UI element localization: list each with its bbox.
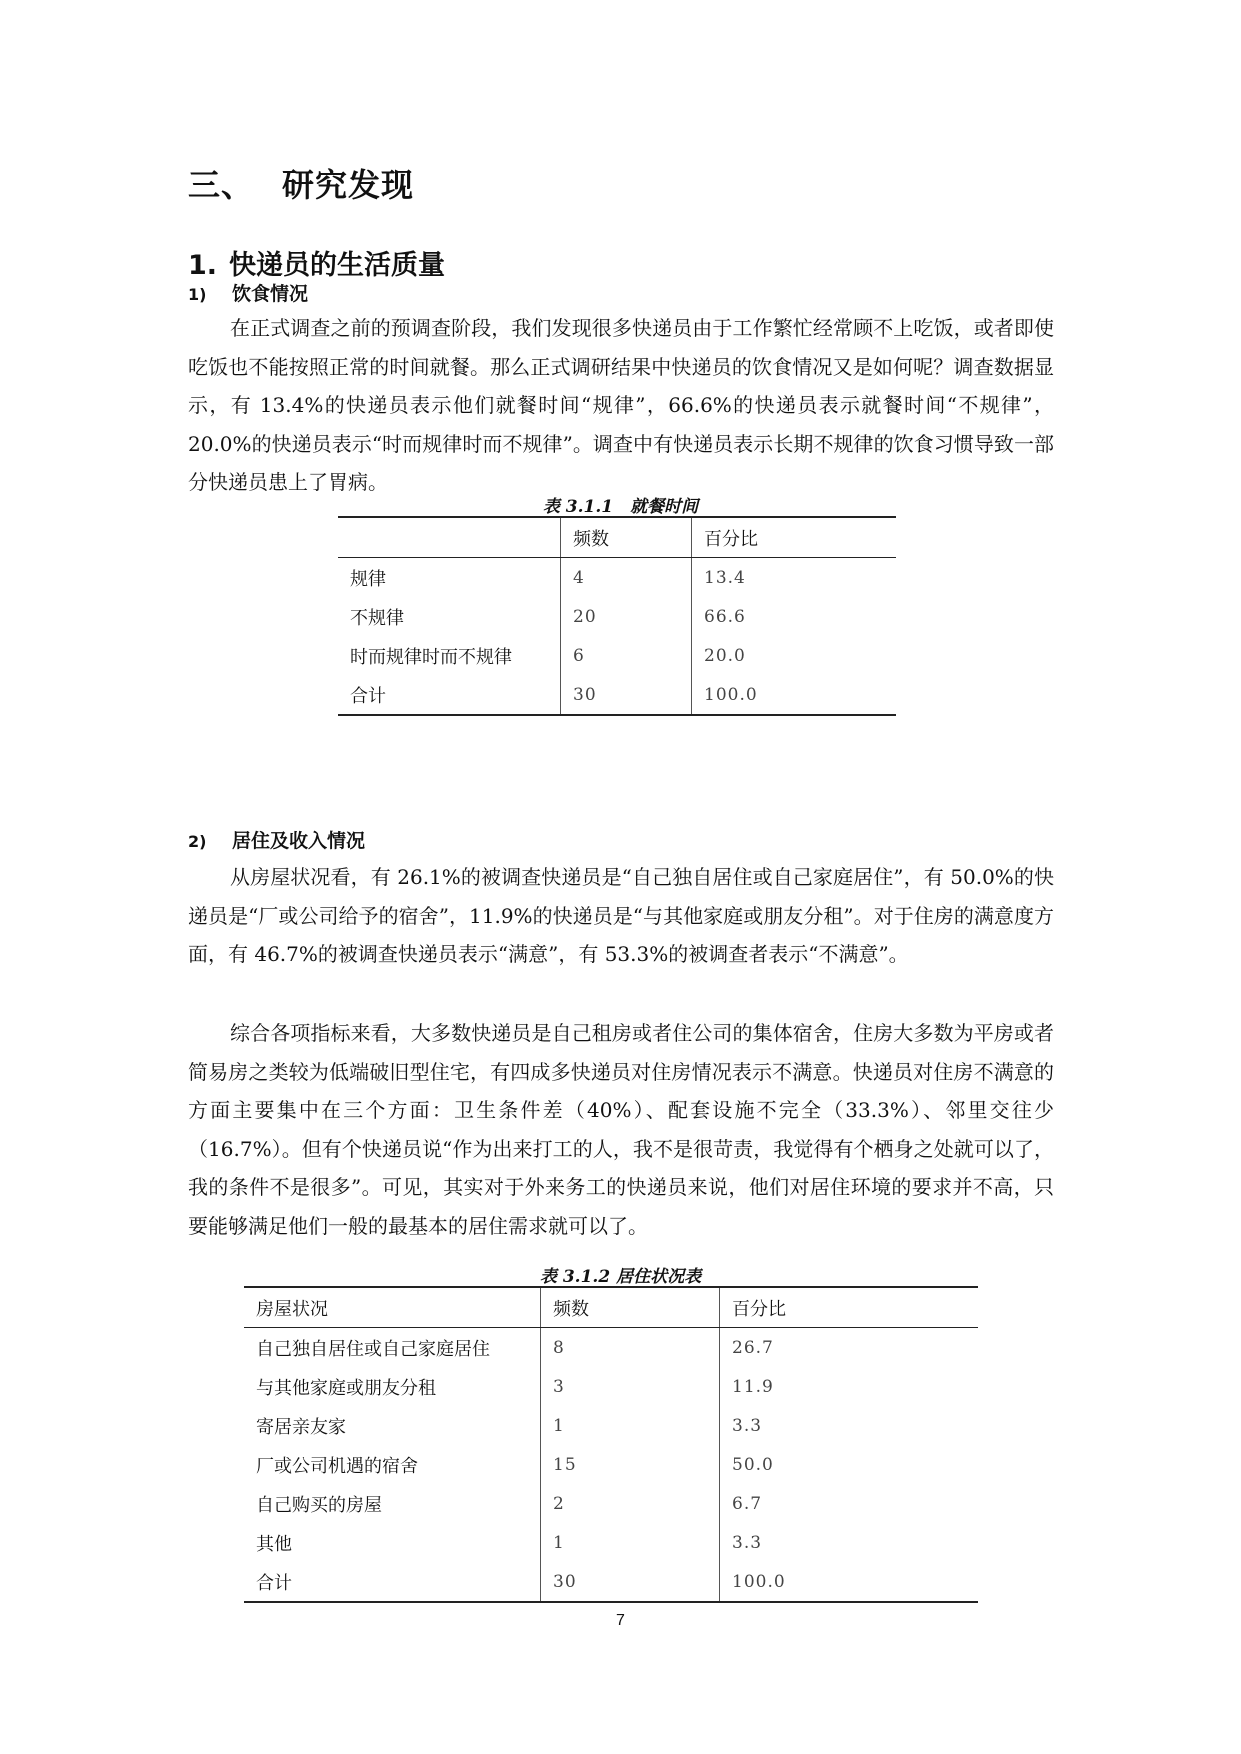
- row-label: 规律: [350, 568, 386, 590]
- row-percent: 3.3: [720, 1523, 979, 1562]
- section-title: 快递员的生活质量: [229, 250, 446, 281]
- table-header-row: [244, 1287, 978, 1328]
- row-count: 30: [561, 675, 692, 715]
- table-row: [338, 636, 896, 675]
- row-count: 30: [541, 1562, 720, 1602]
- row-count: 8: [541, 1328, 720, 1368]
- table2-caption: 表 3.1.2 居住状况表: [539, 1267, 702, 1287]
- table-row: [338, 675, 896, 715]
- row-percent: 11.9: [720, 1367, 979, 1406]
- row-count: 4: [561, 558, 692, 598]
- row-percent: 100.0: [720, 1562, 979, 1602]
- row-label: 自己购买的房屋: [256, 1494, 382, 1516]
- row-percent: 6.7: [720, 1484, 979, 1523]
- table-header-cell: 房屋状况: [244, 1287, 541, 1328]
- row-count: 15: [541, 1445, 720, 1484]
- row-percent: 66.6: [692, 597, 897, 636]
- chapter-number: 三、: [188, 166, 255, 204]
- subsection-title: 饮食情况: [232, 283, 309, 305]
- chapter-heading: [188, 160, 414, 206]
- row-count: 1: [541, 1406, 720, 1445]
- row-count: 1: [541, 1523, 720, 1562]
- row-label: 不规律: [350, 607, 404, 629]
- housing-status-table: [244, 1286, 978, 1603]
- row-percent: 13.4: [692, 558, 897, 598]
- table-header-cell: [338, 517, 561, 558]
- table-header-cell: 百分比: [692, 517, 897, 558]
- row-label: 自己独自居住或自己家庭居住: [256, 1338, 490, 1360]
- subsection-number: 1): [188, 285, 207, 304]
- chapter-title: 研究发现: [282, 166, 415, 204]
- row-percent: 20.0: [692, 636, 897, 675]
- row-label: 其他: [256, 1533, 292, 1555]
- food-paragraph: 在正式调查之前的预调查阶段，我们发现很多快递员由于工作繁忙经常顾不上吃饭，或者即使吃饭也不能按照正常的时间就餐。那么正式调研结果中快递员的饮食情况又是如何呢？调查数据显示，有 13.4%的快递员表示他们就餐时间“规律”，66.6%的快递员表示就餐时间“不规律”，20.0%的快递员表示“时而规律时而不规律”。调查中有快递员表示长期不规律的饮食习惯导致一部分快递员患上了胃病。: [188, 316, 1054, 494]
- table-row: [244, 1406, 978, 1445]
- table-header-cell: 频数: [541, 1287, 720, 1328]
- table-row: [244, 1523, 978, 1562]
- row-label: 合计: [244, 1562, 541, 1602]
- row-label: 与其他家庭或朋友分租: [256, 1377, 436, 1399]
- table-row: [338, 558, 896, 598]
- page-number: 7: [616, 1612, 625, 1629]
- table-row: [244, 1445, 978, 1484]
- section-heading: [188, 243, 445, 282]
- subsection-number: 2): [188, 832, 207, 851]
- row-percent: 26.7: [720, 1328, 979, 1368]
- table-row: [338, 597, 896, 636]
- housing-paragraph-1: 从房屋状况看，有 26.1%的被调查快递员是“自己独自居住或自己家庭居住”，有 50.0%的快递员是“厂或公司给予的宿舍”，11.9%的快递员是“与其他家庭或朋友分租”。对于住房的满意度方面，有 46.7%的被调查快递员表示“满意”，有 53.3%的被调查者表示“不满意”。: [188, 865, 1054, 966]
- row-label: 寄居亲友家: [256, 1416, 346, 1438]
- table-header-cell: 频数: [561, 517, 692, 558]
- table-row: [244, 1367, 978, 1406]
- subsection-heading-housing: [188, 826, 365, 853]
- subsection-title: 居住及收入情况: [232, 830, 366, 852]
- subsection-heading-food: [188, 279, 308, 306]
- table1-caption: 表 3.1.1 就餐时间: [542, 497, 699, 517]
- meal-time-table: [338, 516, 896, 716]
- table-header-row: [338, 517, 896, 558]
- table-row: [244, 1484, 978, 1523]
- housing-paragraph-2: 综合各项指标来看，大多数快递员是自己租房或者住公司的集体宿舍，住房大多数为平房或者简易房之类较为低端破旧型住宅，有四成多快递员对住房情况表示不满意。快递员对住房不满意的方面主要集中在三个方面：卫生条件差（40%）、配套设施不完全（33.3%）、邻里交往少（16.7%）。但有个快递员说“作为出来打工的人，我不是很苛责，我觉得有个栖身之处就可以了，我的条件不是很多”。可见，其实对于外来务工的快递员来说，他们对居住环境的要求并不高，只要能够满足他们一般的最基本的居住需求就可以了。: [188, 1021, 1054, 1238]
- row-label: 合计: [338, 675, 561, 715]
- section-number: 1.: [188, 250, 218, 281]
- row-percent: 100.0: [692, 675, 897, 715]
- row-label: 厂或公司机遇的宿舍: [256, 1455, 418, 1477]
- row-label: 时而规律时而不规律: [350, 646, 512, 668]
- row-count: 6: [561, 636, 692, 675]
- table-header-cell: 百分比: [720, 1287, 979, 1328]
- row-count: 2: [541, 1484, 720, 1523]
- row-percent: 3.3: [720, 1406, 979, 1445]
- row-percent: 50.0: [720, 1445, 979, 1484]
- table-row: [244, 1562, 978, 1602]
- row-count: 3: [541, 1367, 720, 1406]
- table-row: [244, 1328, 978, 1368]
- row-count: 20: [561, 597, 692, 636]
